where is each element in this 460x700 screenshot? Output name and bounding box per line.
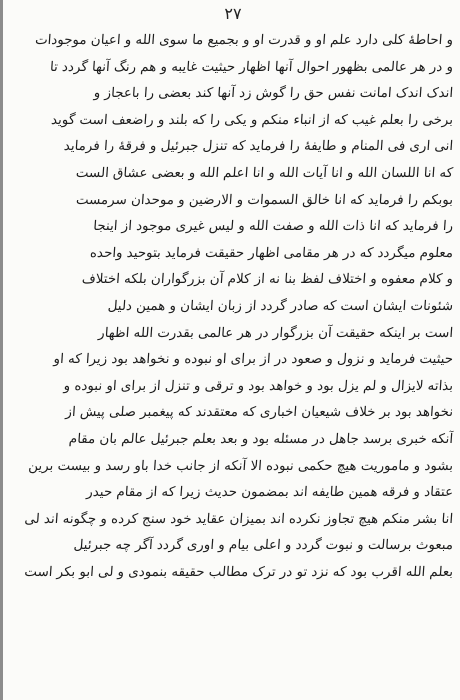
text-line: انا بشر منکم هیچ تجاوز نکرده اند بمیزان عقاید خود سنج کرده و چگونه اند لی [23,511,454,527]
text-line: اندک اندک امانت نفس حق را گوش زد آنها کند بعضی را باعجاز و [93,86,454,102]
text-line: نخواهد بود بر خلاف شیعیان اخباری که معتقدند که پیغمبر صلی پیش از [65,405,454,421]
text-line: بشود و ماموریت هیچ حکمی نبوده الا آنکه از جانب خدا باو رسد و بیست برین [27,458,454,474]
text-line: بوبکم را فرماید که انا خالق السموات و الارضین و موحدان سرمست [75,192,454,208]
page-number: ۲۷ [224,4,242,23]
text-line: عتقاد و فرقه همین طایفه اند بمضمون حدیث زیرا که از مقام حیدر [85,485,454,501]
text-line: انی اری فی المنام و طایفۀ را فرماید که تنزل جبرئیل و فرقۀ را فرماید [63,139,454,155]
text-line: بذاته لایزال و لم یزل بود و خواهد بود و ترقی و تنزل از برای او نبوده و [63,378,454,394]
text-line: بعلم الله اقرب بود که نزد تو در ترک مطالب حقیقه بنمودی و لی ابو بکر است [23,564,454,580]
text-line: که انا اللسان الله و انا آیات الله و انا اعلم الله و بعضی عشاق الست [75,165,454,181]
text-line: و در هر عالمی بظهور احوال آنها اظهار حیثیت غایبه و هم رنگ آنها گردد تا [49,59,454,75]
text-line: را فرماید که انا ذات الله و صفت الله و لیس غیری موجود از اینجا [92,219,454,235]
text-block [13,28,453,586]
text-line: است بر اینکه حقیقت آن بزرگوار در هر عالمی بقدرت الله اظهار [97,325,454,341]
text-line: و احاطۀ کلی دارد علم او و قدرت او و بجمیع ما سوی الله و اعیان موجودات [34,33,454,48]
text-line: مبعوث برسالت و نبوت گردد و اعلی بیام و اوری گردد آگر چه جبرئیل [73,538,454,554]
text-line: آنکه خبری برسد جاهل در مسئله بود و بعد بعلم جبرئیل عالم بان مقام [68,431,454,447]
text-line: معلوم میگردد که در هر مقامی اظهار حقیقت فرماید بتوحید واحده [89,245,454,261]
text-line: شئونات ایشان است که صادر گردد از زبان ایشان و همین دلیل [107,298,454,314]
text-line: برخی را بعلم غیب که از انباء منکم و یکی را که بلند و راضعف است گوید [50,112,454,128]
text-line: حیثیت فرماید و نزول و صعود در از برای او نبوده و نخواهد بود زیرا که او [53,352,454,368]
text-line: و کلام معفوه و اختلاف لفظ بنا نه از کلام آن بزرگواران بلکه اختلاف [81,272,454,288]
